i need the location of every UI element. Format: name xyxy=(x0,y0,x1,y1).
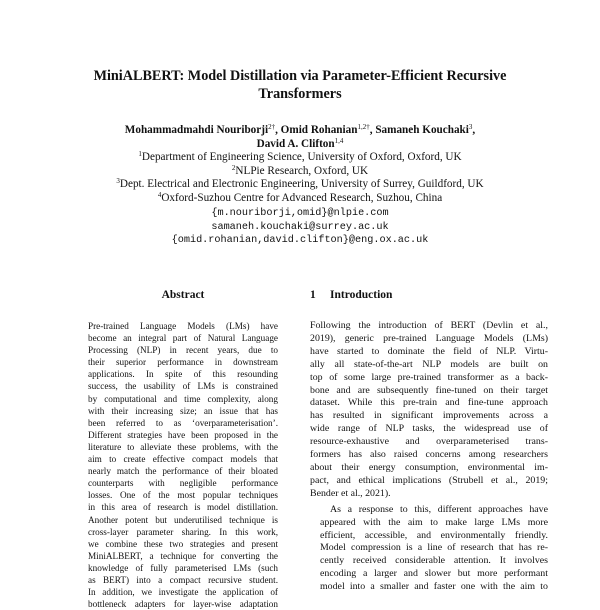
intro-line: has resulted in significant improvements across a xyxy=(310,410,548,422)
paragraph xyxy=(310,504,548,594)
intro-line: have started to dominate the field of NLP. Virtu- xyxy=(310,345,548,357)
abstract-line: literature to alleviate these problems, with the xyxy=(88,441,278,452)
email: samaneh.kouchaki@surrey.ac.uk xyxy=(211,221,389,233)
abstract-line: in this area of research is model distillation. xyxy=(88,502,278,513)
paper-title xyxy=(60,67,540,103)
author-affil: 3 xyxy=(468,123,473,131)
abstract-line: as BERT) into a compact recursive student. xyxy=(88,574,278,585)
abstract-line: aim to create effective compact models that xyxy=(88,454,278,465)
paragraph xyxy=(310,320,548,501)
author-list: Mohammadmahdi Nouriborji$^{2\dagger}$, Omid Rohanian$^{1,2\dagger}$, Samaneh Kouchaki$^3$, David A. Clifton$^{1,4}$ xyxy=(124,123,476,150)
intro-line: Model compression is a line of research that has re- xyxy=(320,542,548,554)
intro-line: Bender et al., 2021). xyxy=(310,487,391,499)
abstract-line: MiniALBERT, a technique for converting the xyxy=(88,550,278,561)
abstract-line: Processing (NLP) in recent years, due to xyxy=(88,345,278,356)
intro-line: Following the introduction of BERT (Devlin et al., xyxy=(310,320,548,331)
intro-line: ally all state-of-the-art NLP models are built on xyxy=(310,358,548,370)
section-title: Introduction xyxy=(330,289,393,301)
abstract-line: by computational and time complexity, along xyxy=(88,393,278,404)
abstract-line: applications. In spite of this resounding xyxy=(88,369,278,380)
abstract-line: In addition, we investigate the application of xyxy=(88,587,278,598)
intro-line: top of some large pre-trained transformer as a back- xyxy=(310,371,548,383)
intro-line: about their energy consumption, environmental im- xyxy=(310,461,548,473)
abstract-line: losses. One of the most popular techniques xyxy=(88,490,278,501)
intro-line: As a response to this, different approaches have xyxy=(330,503,548,515)
affiliation: $^2$NLPie Research, Oxford, UK xyxy=(231,163,369,177)
affiliation: $^3$Dept. Electrical and Electronic Engineering, University of Surrey, Guildford, UK xyxy=(116,177,484,190)
affiliation: $^4$Oxford-Suzhou Centre for Advanced Research, Suzhou, China xyxy=(157,190,443,204)
intro-line: resource-exhaustive and overparameterised trans- xyxy=(310,436,548,448)
intro-line: formers has also raised concerns among researchers xyxy=(310,449,548,461)
abstract-line: cross-layer parameter sharing. In this work, xyxy=(88,526,278,537)
abstract-heading: Abstract xyxy=(161,289,205,301)
abstract-line: we combine these two strategies and present xyxy=(88,538,278,549)
author-name: Samaneh Kouchaki xyxy=(375,124,469,136)
intro-line: appeared with the aim to make large LMs more xyxy=(320,516,548,528)
intro-line: 2019), generic pre-trained Language Models (LMs) xyxy=(310,332,548,344)
author-name: David A. Clifton xyxy=(256,138,335,150)
abstract-body xyxy=(88,320,278,610)
intro-line: dataset. While this pre-train and fine-tune approach xyxy=(310,397,548,409)
intro-line: efficient, accessible, and environmentally friendly. xyxy=(320,529,548,541)
affiliation: $^1$Department of Engineering Science, University of Oxford, Oxford, UK xyxy=(138,150,462,163)
intro-line: encoding a larger and slower but more performant xyxy=(320,568,548,580)
title-line: MiniALBERT: Model Distillation via Parameter-Efficient Recursive xyxy=(93,68,507,84)
intro-line: pact, and ethical implications (Strubell et al., 2019; xyxy=(310,474,548,486)
abstract-line: nearly match the performance of their bloated xyxy=(88,466,278,477)
section-number: 1 xyxy=(310,289,316,301)
abstract-line: success, the usability of LMs is constrained xyxy=(88,381,278,392)
author-affil: 1,4 xyxy=(334,137,344,145)
author-affil: 1,2† xyxy=(357,123,370,131)
intro-line: bone and are subsequently fine-tuned on their target xyxy=(310,384,548,396)
intro-line: cently received considerable attention. It involves xyxy=(320,555,548,567)
email: {omid.rohanian,david.clifton}@eng.ox.ac.uk xyxy=(171,235,429,246)
intro-line: model into a smaller and faster one with the aim to xyxy=(320,581,548,593)
author-affil: 2† xyxy=(268,123,276,131)
abstract-line: knowledge of fully parameterised LMs (such xyxy=(88,562,278,573)
abstract-line: with their increasing size; an issue that has xyxy=(88,405,278,416)
affiliation-list xyxy=(40,151,560,205)
abstract-line: Different strategies have been proposed in the xyxy=(88,429,278,440)
author-name: Mohammadmahdi Nouriborji xyxy=(124,124,269,136)
title-line: Transformers xyxy=(258,86,342,102)
email-list xyxy=(40,207,560,248)
abstract-line: counterparts with negligible performance xyxy=(88,478,278,489)
email: {m.nouriborji,omid}@nlpie.com xyxy=(211,208,389,219)
author-name: Omid Rohanian xyxy=(280,124,358,136)
abstract-line: Another potent but underutilised technique is xyxy=(88,514,278,525)
abstract-line: their superior performance in downstream xyxy=(88,357,278,368)
intro-line: wide range of NLP tasks, the widespread use of xyxy=(310,423,548,435)
introduction-body xyxy=(310,320,548,594)
abstract-line: become an integral part of Natural Language xyxy=(88,333,278,344)
abstract-line: Pre-trained Language Models (LMs) have xyxy=(88,321,278,331)
section-heading xyxy=(310,289,550,301)
abstract-line: been referred to as ‘overparameterisation’. xyxy=(88,417,278,428)
abstract-line: bottleneck adapters for layer-wise adaptation xyxy=(88,599,278,610)
